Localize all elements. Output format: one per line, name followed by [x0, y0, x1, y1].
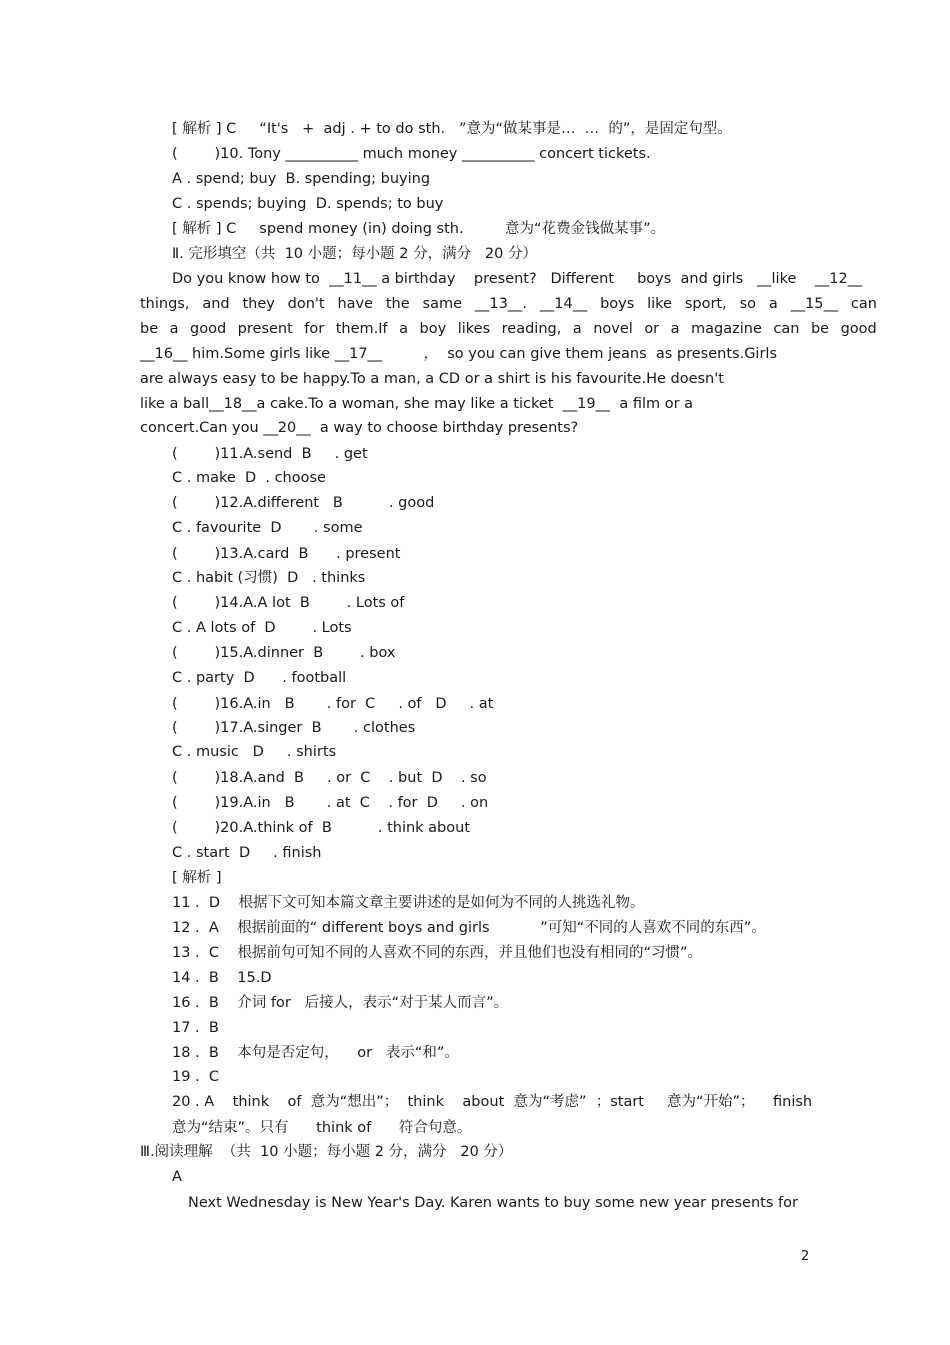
text-line: 16 . B 介词 for 后接人，表示“对于某人而言”。: [172, 995, 509, 1011]
text-line: Do you know how to __11__ a birthday present? Different boys and girls __like __12__: [172, 271, 863, 287]
text-line: 12 . A 根据前面的“ different boys and girls ”可知“不同的人喜欢不同的东西”。: [172, 920, 766, 936]
text-line: C . favourite D . some: [172, 520, 363, 536]
text-line: C . music D . shirts: [172, 744, 337, 760]
text-line: ( )17.A.singer B . clothes: [172, 720, 416, 736]
text-line: C . party D . football: [172, 670, 347, 686]
text-line: [ 解析 ] C “It's + adj . + to do sth. ”意为“做某事是… … 的”，是固定句型。: [172, 121, 732, 137]
text-line: ( )16.A.in B . for C . of D . at: [172, 696, 494, 712]
text-line: ( )14.A.A lot B . Lots of: [172, 595, 405, 611]
text-line: C . start D . finish: [172, 845, 322, 861]
text-line: 14 . B 15.D: [172, 970, 272, 986]
text-line: __16__ him.Some girls like __17__ ， so you can give them jeans as presents.Girls: [140, 346, 778, 362]
text-line: be a good present for them.If a boy likes reading, a novel or a magazine can be good: [140, 321, 877, 337]
text-line: C . make D . choose: [172, 470, 326, 486]
text-line: C . A lots of D . Lots: [172, 620, 352, 636]
text-line: ( )12.A.different B . good: [172, 495, 435, 511]
text-line: are always easy to be happy.To a man, a CD or a shirt is his favourite.He doesn't: [140, 371, 724, 387]
text-line: C . habit (习惯) D . thinks: [172, 570, 366, 586]
text-line: [ 解析 ]: [172, 870, 222, 886]
text-line: ( )15.A.dinner B . box: [172, 645, 396, 661]
text-line: ( )19.A.in B . at C . for D . on: [172, 795, 489, 811]
text-line: 17 . B: [172, 1020, 219, 1036]
text-line: 意为“结束”。只有 think of 符合句意。: [172, 1120, 472, 1136]
text-line: Ⅲ.阅读理解 （共 10 小题；每小题 2 分，满分 20 分）: [140, 1144, 513, 1160]
text-line: 18 . B 本句是否定句， or 表示“和”。: [172, 1045, 459, 1061]
text-line: 19 . C: [172, 1069, 220, 1085]
text-line: concert.Can you __20__ a way to choose birthday presents?: [140, 420, 579, 436]
text-line: ( )20.A.think of B . think about: [172, 820, 471, 836]
text-line: A . spend; buy B. spending; buying: [172, 171, 431, 187]
text-line: ( )13.A.card B . present: [172, 546, 401, 562]
text-line: ( )18.A.and B . or C . but D . so: [172, 770, 487, 786]
text-line: C . spends; buying D. spends; to buy: [172, 196, 444, 212]
text-line: like a ball__18__a cake.To a woman, she may like a ticket __19__ a film or a: [140, 396, 694, 412]
text-line: A: [172, 1169, 182, 1185]
text-line: 20 . A think of 意为“想出”； think about 意为“考虑” ；start 意为“开始”； finish: [172, 1094, 813, 1110]
text-line: 13 . C 根据前句可知不同的人喜欢不同的东西，并且他们也没有相同的“习惯”。: [172, 945, 702, 961]
text-line: ( )11.A.send B . get: [172, 446, 368, 462]
text-line: Next Wednesday is New Year's Day. Karen wants to buy some new year presents for: [188, 1195, 798, 1211]
text-line: Ⅱ. 完形填空（共 10 小题；每小题 2 分，满分 20 分）: [172, 246, 537, 262]
text-line: [ 解析 ] C spend money (in) doing sth. 意为“花费金钱做某事”。: [172, 221, 666, 237]
text-line: 11 . D 根据下文可知本篇文章主要讲述的是如何为不同的人挑选礼物。: [172, 895, 645, 911]
text-line: things, and they don't have the same __13__. __14__ boys like sport, so a __15__ can: [140, 296, 877, 312]
text-line: ( )10. Tony __________ much money __________ concert tickets.: [172, 146, 651, 162]
page-number: 2: [801, 1249, 810, 1264]
